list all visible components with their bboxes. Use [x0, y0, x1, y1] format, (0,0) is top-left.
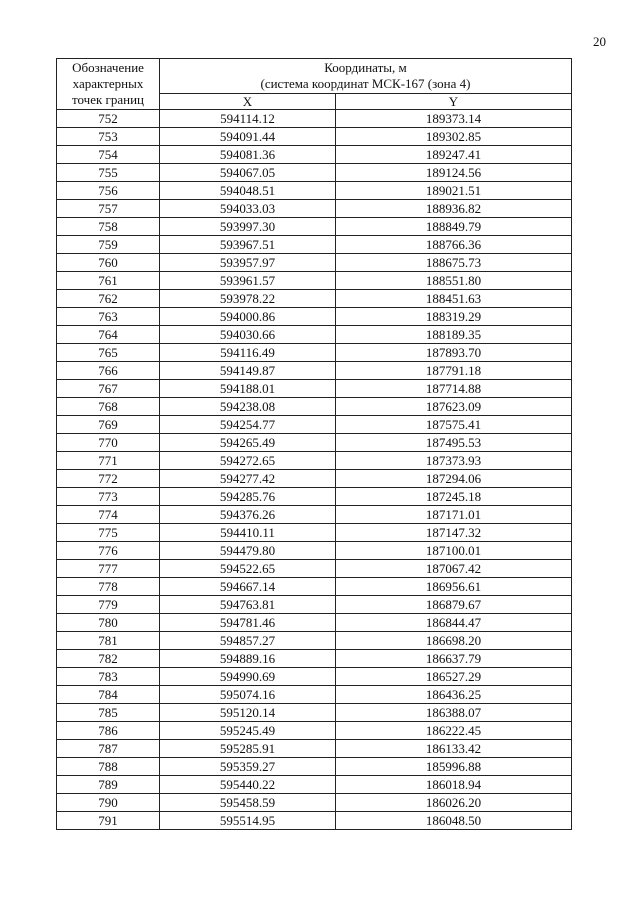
y-coordinate-cell: 185996.88 [336, 758, 572, 776]
y-coordinate-cell: 186048.50 [336, 812, 572, 830]
point-cell: 781 [57, 632, 160, 650]
x-coordinate-cell: 594048.51 [160, 182, 336, 200]
y-coordinate-cell: 189021.51 [336, 182, 572, 200]
point-cell: 753 [57, 128, 160, 146]
x-coordinate-cell: 594277.42 [160, 470, 336, 488]
points-header-line: Обозначение [72, 60, 144, 75]
y-coordinate-cell: 186637.79 [336, 650, 572, 668]
x-coordinate-cell: 594114.12 [160, 110, 336, 128]
table-row [57, 722, 572, 740]
x-column-header: X [160, 94, 336, 110]
x-coordinate-cell: 594265.49 [160, 434, 336, 452]
page-number: 20 [593, 34, 606, 49]
point-cell: 777 [57, 560, 160, 578]
x-coordinate-cell: 593997.30 [160, 218, 336, 236]
y-coordinate-cell: 189302.85 [336, 128, 572, 146]
point-cell: 791 [57, 812, 160, 830]
y-coordinate-cell: 188849.79 [336, 218, 572, 236]
x-coordinate-cell: 594272.65 [160, 452, 336, 470]
point-cell: 784 [57, 686, 160, 704]
table-row [57, 218, 572, 236]
y-coordinate-cell: 188189.35 [336, 326, 572, 344]
y-coordinate-cell: 186388.07 [336, 704, 572, 722]
points-column-header [57, 59, 160, 110]
table-row [57, 542, 572, 560]
y-coordinate-cell: 188451.63 [336, 290, 572, 308]
table-row [57, 560, 572, 578]
table-body [57, 110, 572, 830]
y-coordinate-cell: 186844.47 [336, 614, 572, 632]
x-coordinate-cell: 594030.66 [160, 326, 336, 344]
point-cell: 773 [57, 488, 160, 506]
y-coordinate-cell: 186436.25 [336, 686, 572, 704]
y-coordinate-cell: 186222.45 [336, 722, 572, 740]
y-coordinate-cell: 188766.36 [336, 236, 572, 254]
table-row [57, 344, 572, 362]
y-coordinate-cell: 186026.20 [336, 794, 572, 812]
point-cell: 782 [57, 650, 160, 668]
table-row [57, 362, 572, 380]
y-coordinate-cell: 187171.01 [336, 506, 572, 524]
y-coordinate-cell: 186879.67 [336, 596, 572, 614]
point-cell: 790 [57, 794, 160, 812]
x-coordinate-cell: 595120.14 [160, 704, 336, 722]
x-coordinate-cell: 594889.16 [160, 650, 336, 668]
table-row [57, 434, 572, 452]
table-row [57, 668, 572, 686]
y-coordinate-cell: 187245.18 [336, 488, 572, 506]
point-cell: 769 [57, 416, 160, 434]
points-header-line: характерных [72, 76, 144, 91]
point-cell: 789 [57, 776, 160, 794]
point-cell: 783 [57, 668, 160, 686]
point-cell: 779 [57, 596, 160, 614]
x-coordinate-cell: 595458.59 [160, 794, 336, 812]
point-cell: 758 [57, 218, 160, 236]
point-cell: 775 [57, 524, 160, 542]
table-row [57, 326, 572, 344]
x-coordinate-cell: 595285.91 [160, 740, 336, 758]
x-coordinate-cell: 593957.97 [160, 254, 336, 272]
y-coordinate-cell: 188551.80 [336, 272, 572, 290]
y-column-header: Y [336, 94, 572, 110]
y-coordinate-cell: 187575.41 [336, 416, 572, 434]
table-row [57, 290, 572, 308]
x-coordinate-cell: 594116.49 [160, 344, 336, 362]
x-coordinate-cell: 595359.27 [160, 758, 336, 776]
point-cell: 771 [57, 452, 160, 470]
table-row [57, 632, 572, 650]
x-coordinate-cell: 594067.05 [160, 164, 336, 182]
y-coordinate-cell: 187791.18 [336, 362, 572, 380]
table-row [57, 470, 572, 488]
x-coordinate-cell: 594667.14 [160, 578, 336, 596]
table-row [57, 308, 572, 326]
x-coordinate-cell: 594149.87 [160, 362, 336, 380]
x-coordinate-cell: 595245.49 [160, 722, 336, 740]
x-coordinate-cell: 594376.26 [160, 506, 336, 524]
point-cell: 787 [57, 740, 160, 758]
table-row [57, 506, 572, 524]
y-coordinate-cell: 187623.09 [336, 398, 572, 416]
point-cell: 756 [57, 182, 160, 200]
point-cell: 788 [57, 758, 160, 776]
x-coordinate-cell: 593961.57 [160, 272, 336, 290]
y-coordinate-cell: 186698.20 [336, 632, 572, 650]
point-cell: 759 [57, 236, 160, 254]
table-row [57, 614, 572, 632]
table-row [57, 236, 572, 254]
x-coordinate-cell: 595440.22 [160, 776, 336, 794]
x-coordinate-cell: 593967.51 [160, 236, 336, 254]
y-coordinate-cell: 186956.61 [336, 578, 572, 596]
y-coordinate-cell: 186018.94 [336, 776, 572, 794]
table-row [57, 182, 572, 200]
table-row [57, 164, 572, 182]
y-coordinate-cell: 188675.73 [336, 254, 572, 272]
x-coordinate-cell: 594522.65 [160, 560, 336, 578]
y-coordinate-cell: 186133.42 [336, 740, 572, 758]
y-coordinate-cell: 186527.29 [336, 668, 572, 686]
y-coordinate-cell: 189124.56 [336, 164, 572, 182]
y-coordinate-cell: 187714.88 [336, 380, 572, 398]
y-coordinate-cell: 189373.14 [336, 110, 572, 128]
table-row [57, 794, 572, 812]
table-row [57, 398, 572, 416]
x-coordinate-cell: 594238.08 [160, 398, 336, 416]
x-coordinate-cell: 594254.77 [160, 416, 336, 434]
points-header-line: точек границ [71, 92, 145, 107]
x-coordinate-cell: 594857.27 [160, 632, 336, 650]
x-coordinate-cell: 593978.22 [160, 290, 336, 308]
y-coordinate-cell: 187294.06 [336, 470, 572, 488]
x-coordinate-cell: 594033.03 [160, 200, 336, 218]
table-row [57, 488, 572, 506]
table-row [57, 650, 572, 668]
point-cell: 770 [57, 434, 160, 452]
point-cell: 772 [57, 470, 160, 488]
point-cell: 765 [57, 344, 160, 362]
x-coordinate-cell: 594188.01 [160, 380, 336, 398]
point-cell: 762 [57, 290, 160, 308]
point-cell: 780 [57, 614, 160, 632]
table-row [57, 578, 572, 596]
point-cell: 785 [57, 704, 160, 722]
table-row [57, 110, 572, 128]
point-cell: 757 [57, 200, 160, 218]
point-cell: 778 [57, 578, 160, 596]
y-coordinate-cell: 187893.70 [336, 344, 572, 362]
coordinates-header-title: Координаты, м [324, 60, 407, 75]
x-coordinate-cell: 594081.36 [160, 146, 336, 164]
table-header [57, 59, 572, 110]
coordinates-table [56, 58, 572, 830]
x-coordinate-cell: 595514.95 [160, 812, 336, 830]
table-row [57, 272, 572, 290]
x-coordinate-cell: 594000.86 [160, 308, 336, 326]
table-row [57, 128, 572, 146]
y-coordinate-cell: 188936.82 [336, 200, 572, 218]
point-cell: 754 [57, 146, 160, 164]
table-row [57, 380, 572, 398]
table-row [57, 596, 572, 614]
table-row [57, 686, 572, 704]
table-row [57, 254, 572, 272]
x-coordinate-cell: 594990.69 [160, 668, 336, 686]
point-cell: 766 [57, 362, 160, 380]
table-row [57, 452, 572, 470]
point-cell: 763 [57, 308, 160, 326]
coordinates-column-header [160, 59, 572, 94]
point-cell: 752 [57, 110, 160, 128]
x-coordinate-cell: 594781.46 [160, 614, 336, 632]
y-coordinate-cell: 188319.29 [336, 308, 572, 326]
x-coordinate-cell: 594285.76 [160, 488, 336, 506]
x-coordinate-cell: 594410.11 [160, 524, 336, 542]
x-coordinate-cell: 595074.16 [160, 686, 336, 704]
point-cell: 761 [57, 272, 160, 290]
point-cell: 776 [57, 542, 160, 560]
x-coordinate-cell: 594479.80 [160, 542, 336, 560]
point-cell: 767 [57, 380, 160, 398]
point-cell: 774 [57, 506, 160, 524]
point-cell: 764 [57, 326, 160, 344]
point-cell: 760 [57, 254, 160, 272]
y-coordinate-cell: 187495.53 [336, 434, 572, 452]
x-coordinate-cell: 594763.81 [160, 596, 336, 614]
y-coordinate-cell: 187100.01 [336, 542, 572, 560]
table-row [57, 740, 572, 758]
table-row [57, 776, 572, 794]
table-row [57, 524, 572, 542]
point-cell: 768 [57, 398, 160, 416]
table-row [57, 146, 572, 164]
table-row [57, 200, 572, 218]
table-row [57, 704, 572, 722]
y-coordinate-cell: 189247.41 [336, 146, 572, 164]
table-row [57, 416, 572, 434]
y-coordinate-cell: 187067.42 [336, 560, 572, 578]
table-row [57, 812, 572, 830]
y-coordinate-cell: 187373.93 [336, 452, 572, 470]
coordinates-header-subtitle: (система координат МСК-167 (зона 4) [260, 76, 471, 91]
table-row [57, 758, 572, 776]
y-coordinate-cell: 187147.32 [336, 524, 572, 542]
point-cell: 755 [57, 164, 160, 182]
x-coordinate-cell: 594091.44 [160, 128, 336, 146]
point-cell: 786 [57, 722, 160, 740]
